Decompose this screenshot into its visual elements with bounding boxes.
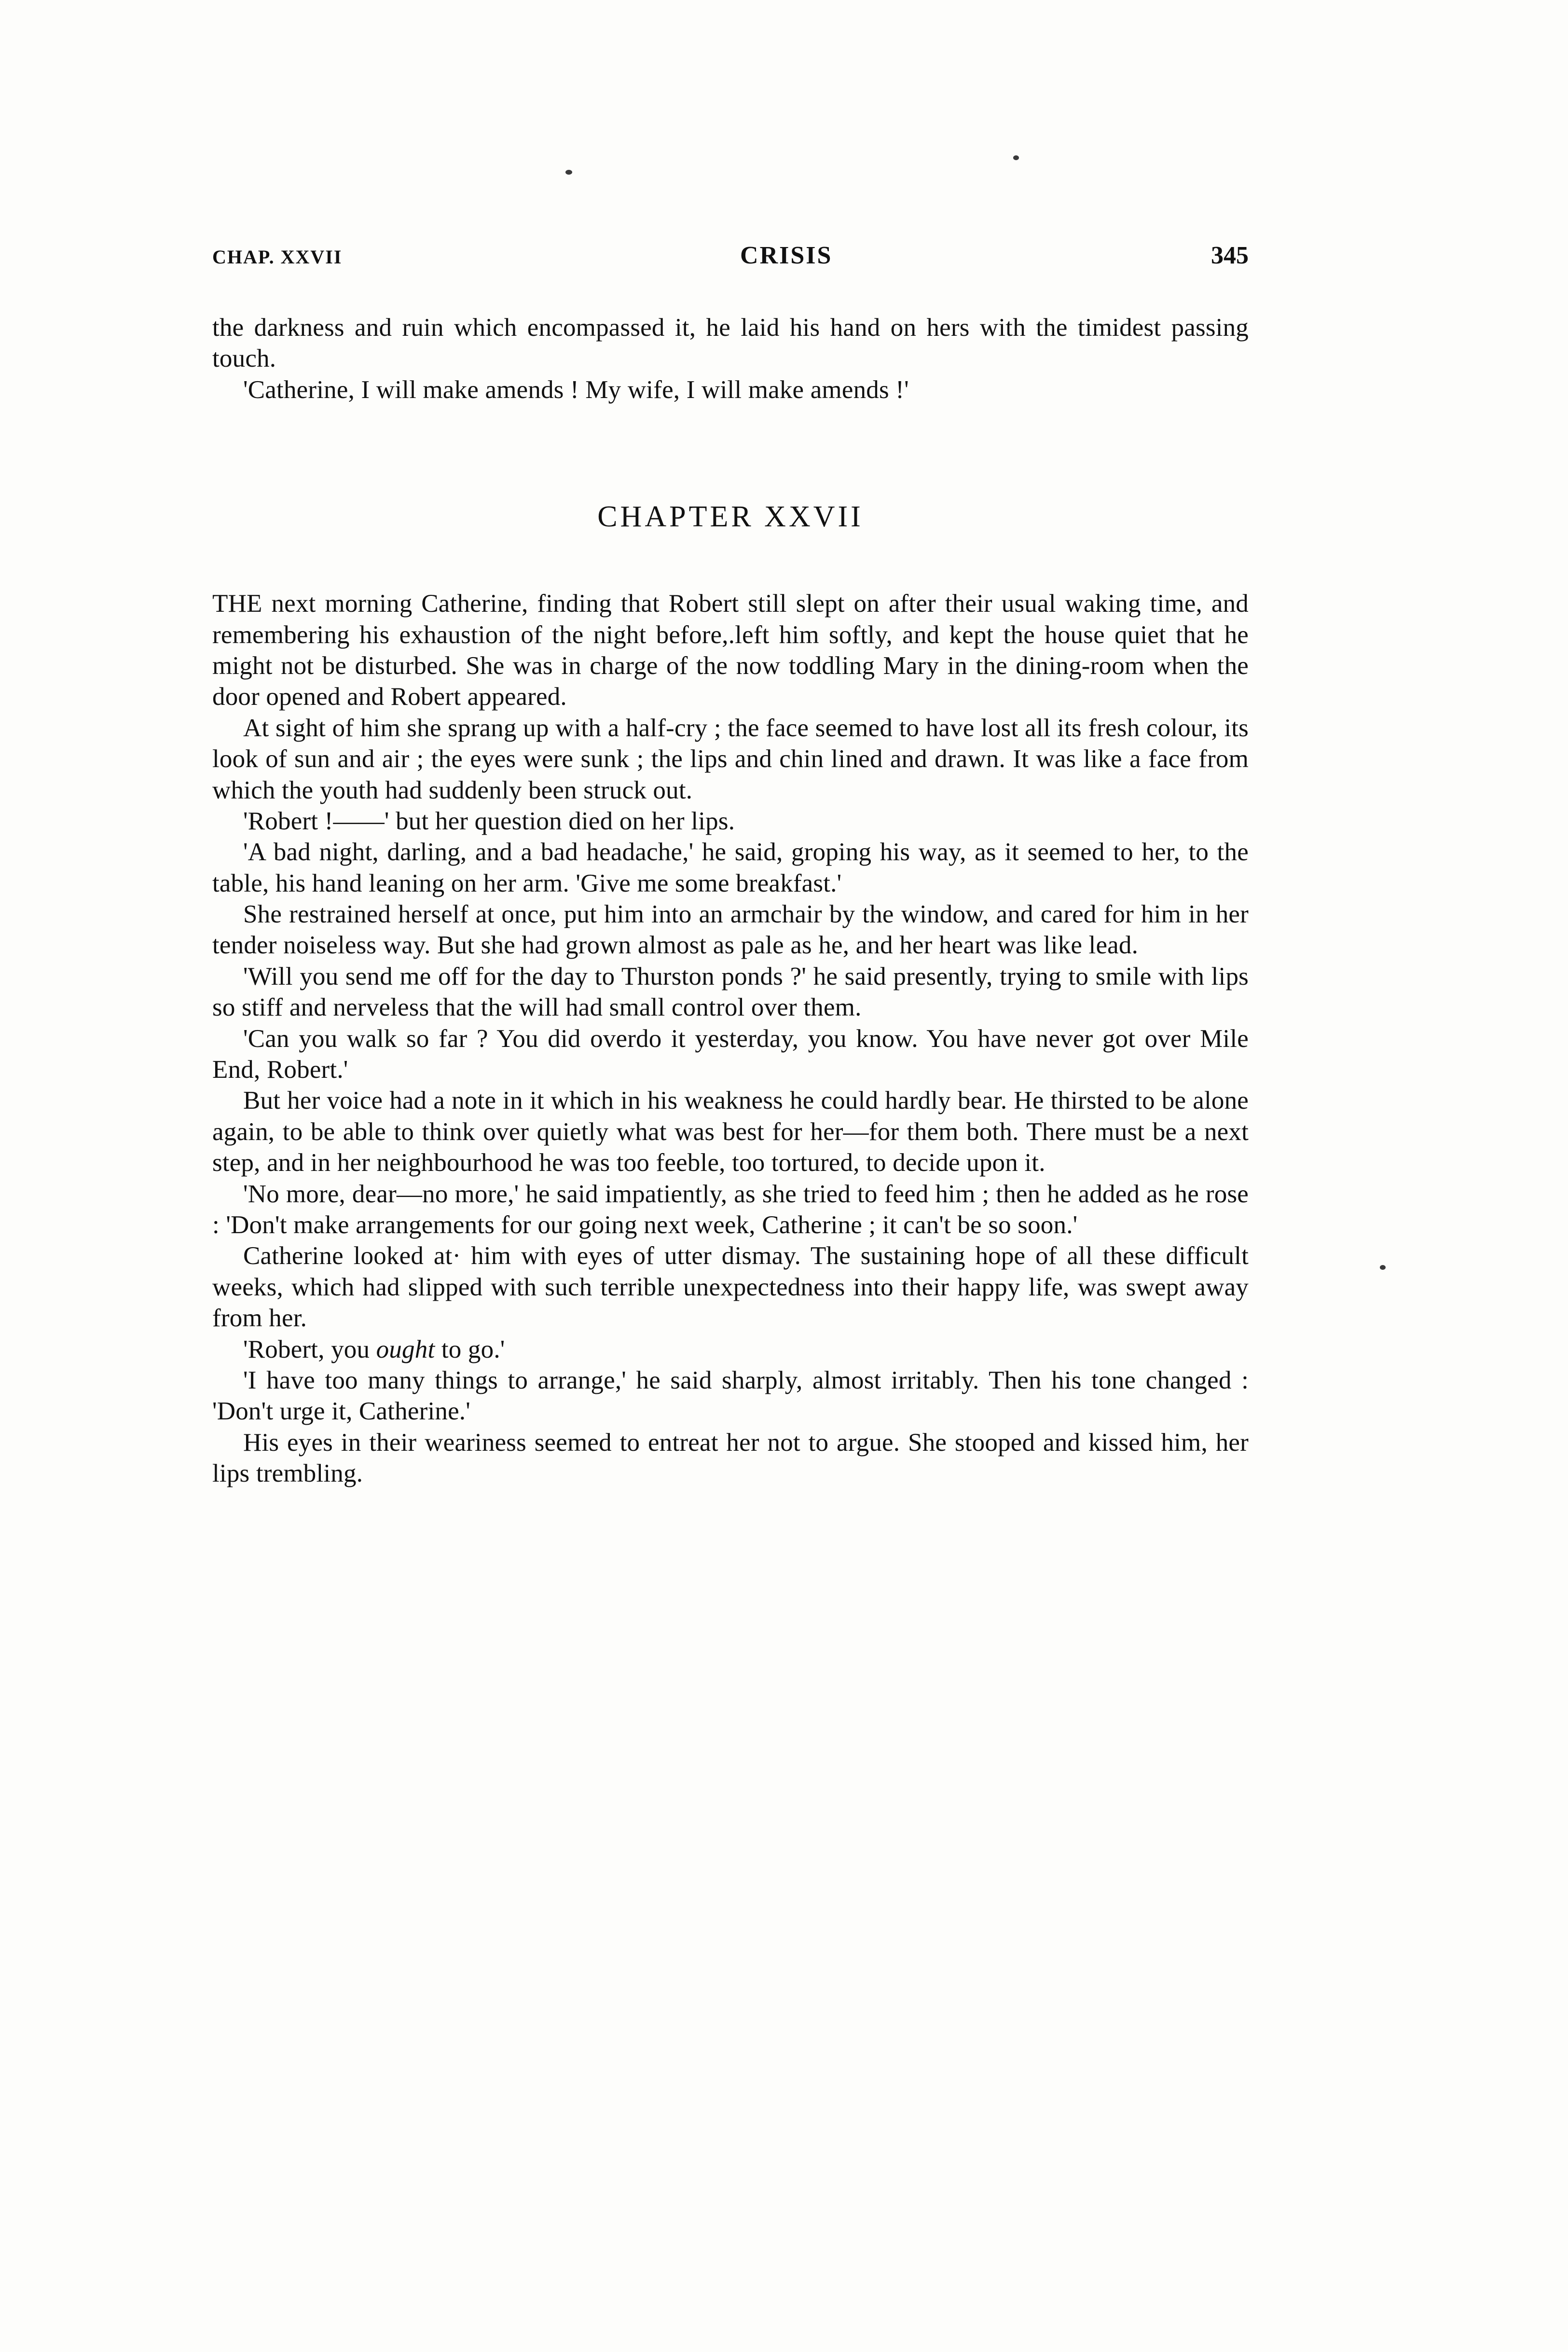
page-speck-mid-right <box>1380 1265 1386 1270</box>
paragraph-text: next morning Catherine, finding that Robert still slept on after their usual waking time, and remembering his exhaustion of the night before,.left him softly, and kept the house quiet that he might not be disturbed. She was in charge of the now toddling Mary in the dining-room when the door opened and Robert appeared. <box>212 590 1249 711</box>
paragraph-at-sight: At sight of him she sprang up with a half-cry ; the face seemed to have lost all its fresh colour, its look of sun and air ; the eyes were sunk ; the lips and chin lined and drawn. It was like a face from which the youth had suddenly been struck out. <box>212 714 1249 804</box>
paragraph-too-many-things: 'I have too many things to arrange,' he said sharply, almost irritably. Then his tone changed : 'Don't urge it, Catherine.' <box>212 1366 1249 1426</box>
paragraph-restrained-herself: She restrained herself at once, put him into an armchair by the window, and cared for him in her tender noiseless way. But she had grown almost as pale as he, and her heart was like lead. <box>212 900 1249 960</box>
paragraph-his-eyes: His eyes in their weariness seemed to entreat her not to argue. She stooped and kissed him, her lips trembling. <box>212 1428 1249 1488</box>
paragraph-continued: the darkness and ruin which encompassed it, he laid his hand on hers with the timidest passing touch. <box>212 314 1249 373</box>
paragraph-ought-to-go: 'Robert, you ought to go.' <box>243 1335 505 1363</box>
paragraph-no-more: 'No more, dear—no more,' he said impatiently, as she tried to feed him ; then he added as he rose : 'Don't make arrangements for our going next week, Catherine ; it can't be so soon.' <box>212 1180 1249 1239</box>
page-content <box>212 241 1249 1489</box>
running-head-chapter: CHAP. XXVII <box>212 246 343 268</box>
paragraph-thurston-ponds: 'Will you send me off for the day to Thurston ponds ?' he said presently, trying to smile with lips so stiff and nerveless that the will had small control over them. <box>212 962 1249 1022</box>
small-caps-lead: THE <box>212 590 262 618</box>
page-speck-top-left <box>565 170 572 175</box>
paragraph-can-you-walk: 'Can you walk so far ? You did overdo it yesterday, you know. You have never got over Mile End, Robert.' <box>212 1024 1249 1084</box>
running-head <box>212 241 1249 270</box>
emphasis-ought: ought <box>376 1335 435 1363</box>
page-speck-top-right <box>1013 155 1019 160</box>
paragraph-her-voice: But her voice had a note in it which in his weakness he could hardly bear. He thirsted to be alone again, to be able to think over quietly what was best for her—for them both. There must be a next step, and in her neighbourhood he was too feeble, too tortured, to decide upon it. <box>212 1087 1249 1177</box>
paragraph-chapter-opening <box>212 588 1249 713</box>
paragraph-catherine-dismay: Catherine looked at· him with eyes of utter dismay. The sustaining hope of all these difficult weeks, which had slipped with such terrible unexpectedness into their happy life, was swept away from her. <box>212 1242 1249 1333</box>
page-number: 345 <box>1211 242 1249 269</box>
paragraph-bad-night: 'A bad night, darling, and a bad headache,' he said, groping his way, as it seemed to her, to the table, his hand leaning on her arm. 'Give me some breakfast.' <box>212 838 1249 897</box>
chapter-heading: CHAPTER XXVII <box>597 500 864 534</box>
paragraph-dialogue-amends: 'Catherine, I will make amends ! My wife, I will make amends !' <box>243 375 909 404</box>
paragraph-robert-exclaim: 'Robert !——' but her question died on her lips. <box>243 807 735 835</box>
running-head-title: CRISIS <box>740 242 833 269</box>
